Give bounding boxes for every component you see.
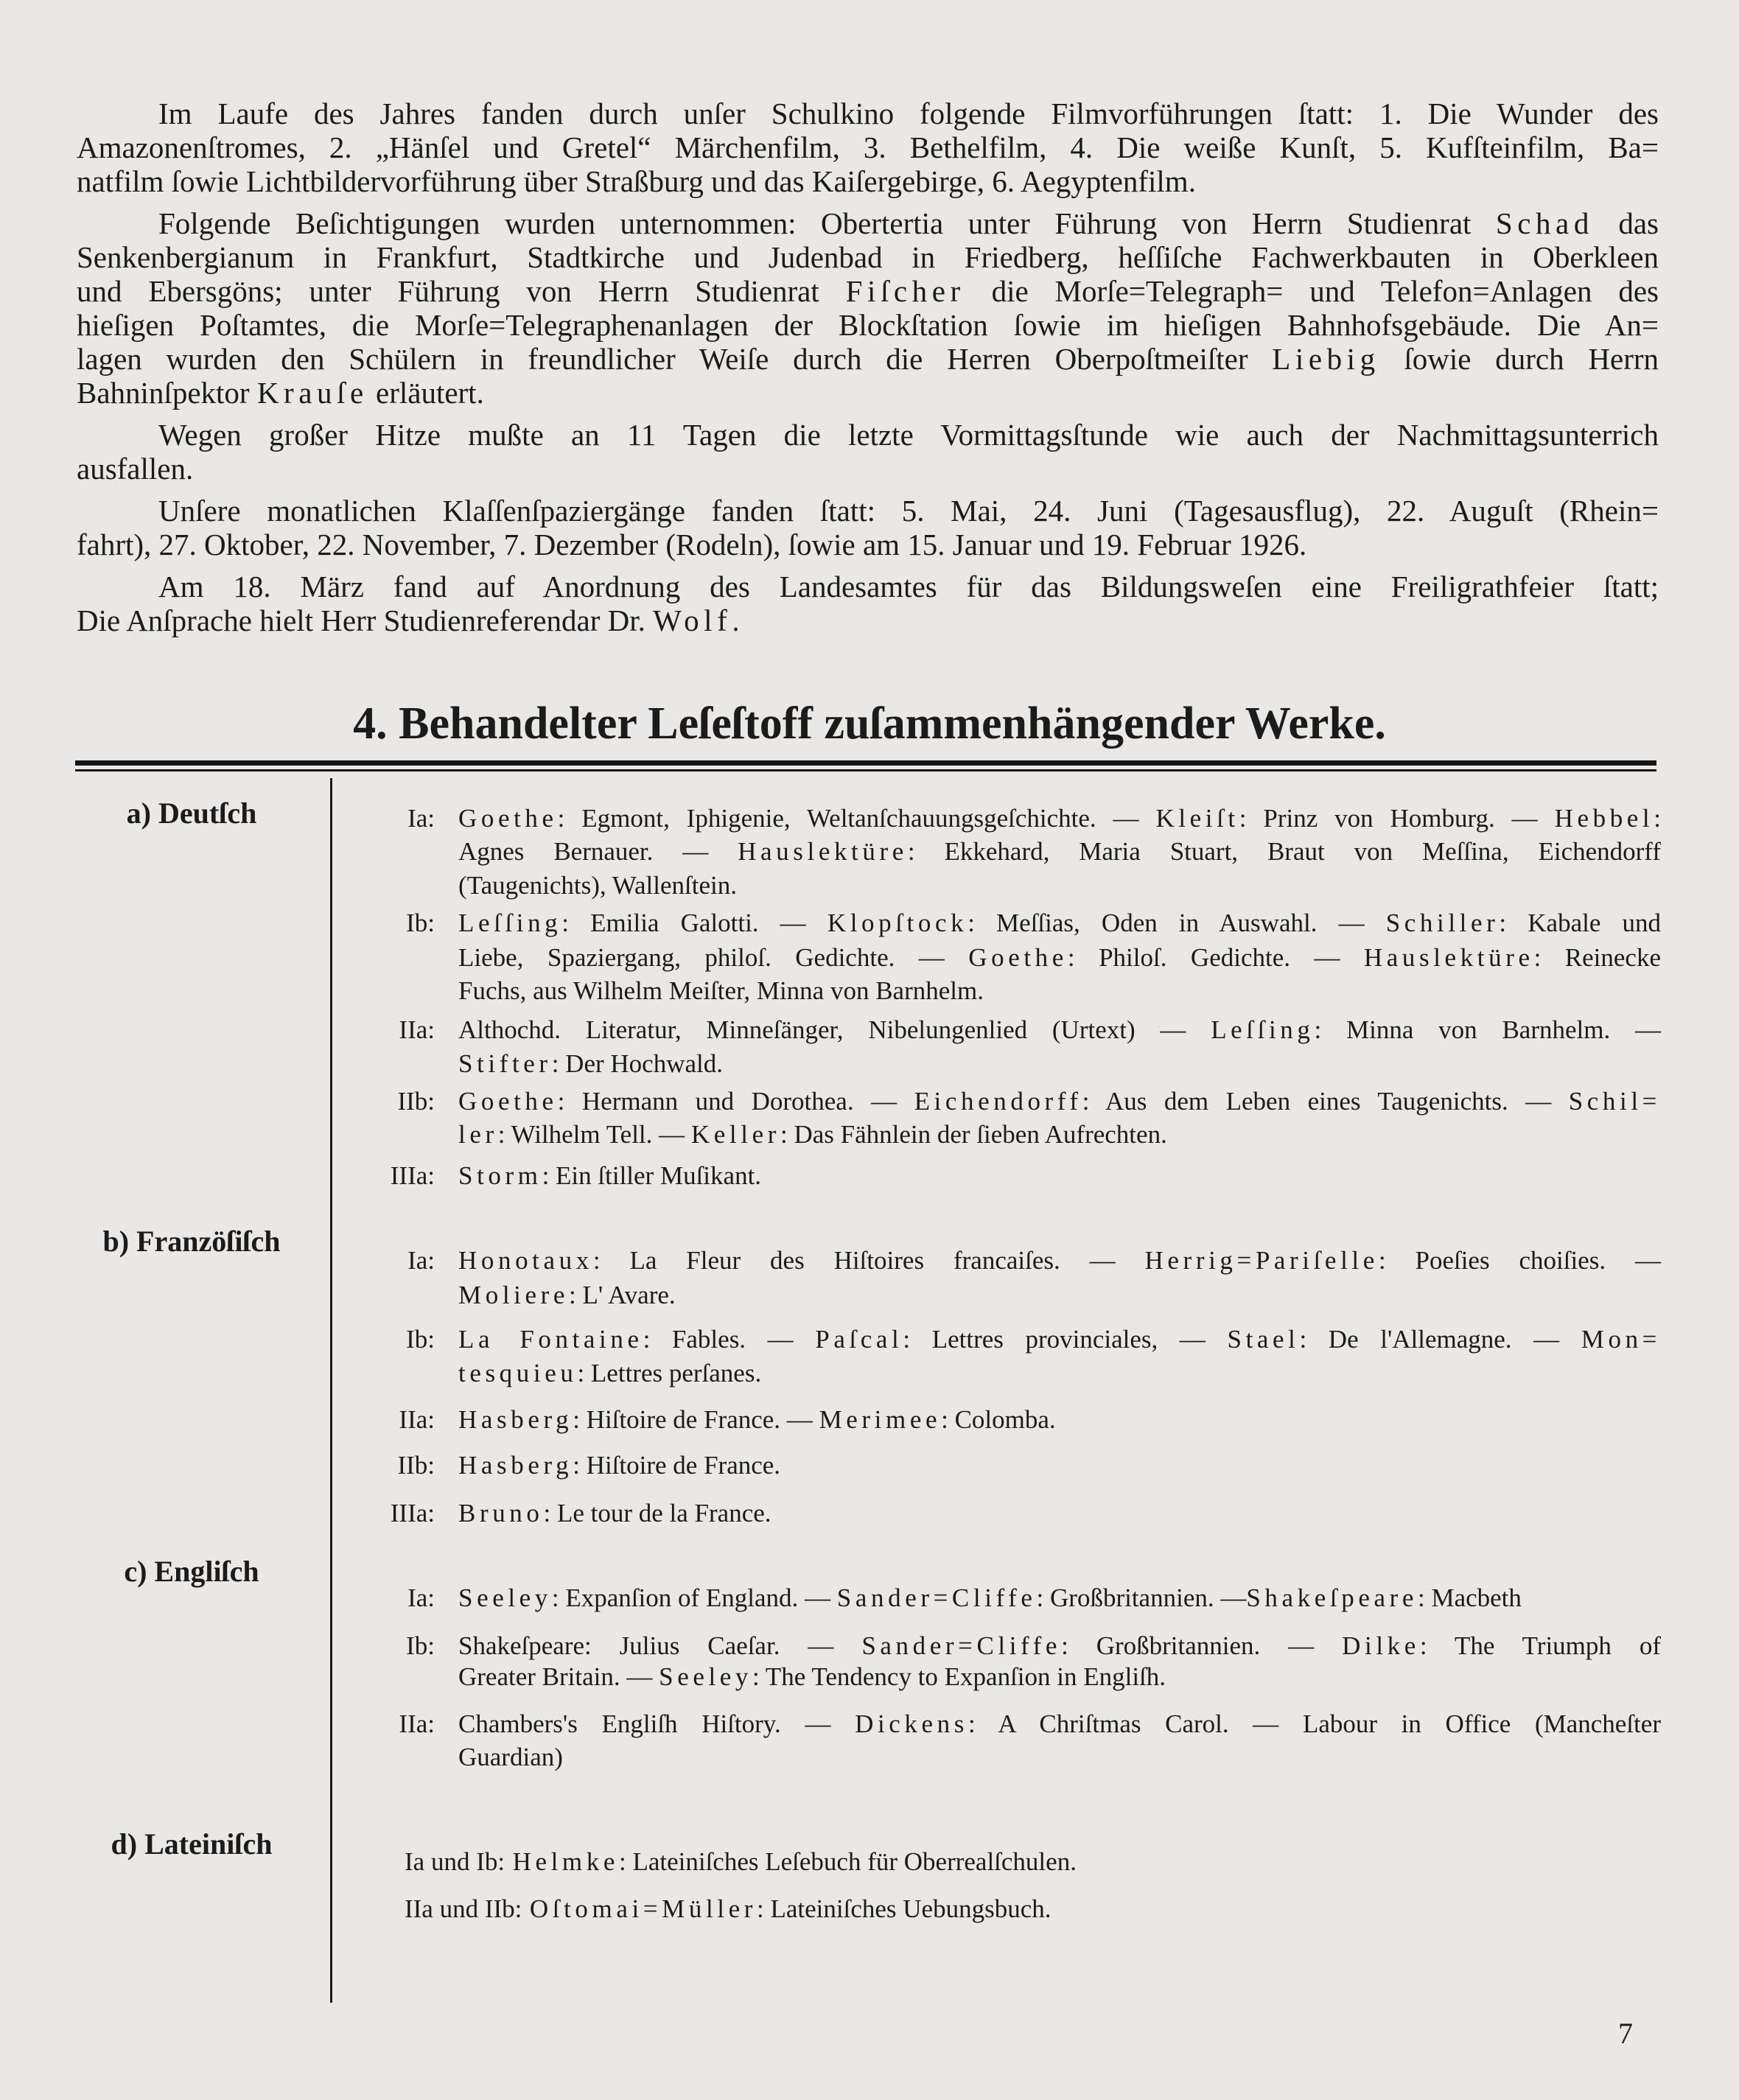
paragraph — [77, 494, 1659, 561]
spaced-name: Oſtomai=Müller — [529, 1894, 757, 1923]
text-run: : Wilhelm Tell. — — [497, 1120, 691, 1149]
grade-label: IIa: — [399, 1405, 435, 1434]
spaced-name: Shakeſpeare — [1246, 1583, 1418, 1612]
text-run: : Der Hochwald. — [551, 1049, 723, 1078]
text-run: das — [1593, 206, 1659, 240]
section-heading: 4. Behandelter Leſeſtoff zuſammenhängender Werke. — [353, 699, 1386, 749]
text-run: : Reinecke — [1533, 943, 1661, 972]
text-run: : Das Fähnlein der ſieben Aufrechten. — [780, 1120, 1167, 1149]
text-line — [458, 1661, 1661, 1693]
text-line — [458, 869, 1661, 902]
text-run: : Ein ſtiller Muſikant. — [542, 1161, 762, 1190]
text-line — [458, 1160, 1661, 1192]
text-line — [458, 1708, 1661, 1740]
text-run: Fuchs, aus Wilhelm Meiſter, Minna von Barnhelm. — [458, 976, 984, 1005]
text-line — [458, 1357, 1661, 1390]
text-run: : Lettres provinciales, — — [903, 1325, 1228, 1354]
text-run: : Lateiniſches Leſebuch für Oberrealſchulen. — [618, 1847, 1077, 1876]
spaced-name: Hauslektüre — [1363, 943, 1534, 972]
text-line — [77, 206, 1659, 240]
subject-label: d) Lateiniſch — [111, 1827, 273, 1861]
text-run: : Ekkehard, Maria Stuart, Braut von Meſſina, Eichendorff — [907, 837, 1661, 866]
text-run: Unſere monatlichen Klaſſenſpaziergänge fanden ſtatt: 5. Mai, 24. Juni (Tagesausflug), 22. Auguſt (Rhein= — [158, 494, 1659, 528]
page-number: 7 — [1618, 2017, 1633, 2050]
text-run: Amazonenſtromes, 2. „Hänſel und Gretel“ Märchenfilm, 3. Bethelfilm, 4. Die weiße Kunſt, 5. Kufſteinfilm, Ba= — [77, 130, 1659, 164]
text-run: : Hiſtoire de France. — [573, 1451, 781, 1480]
grade-label: Ib: — [406, 909, 435, 937]
text-line — [458, 907, 1661, 939]
grade-label: Ia und Ib: — [405, 1847, 505, 1876]
text-run: Chambers's Engliſh Hiſtory. — — [458, 1709, 855, 1738]
spaced-name: Hasberg — [458, 1405, 573, 1434]
grade-label: IIa: — [399, 1709, 435, 1738]
spaced-name: Klopſtock — [827, 909, 968, 937]
text-line — [77, 528, 1659, 561]
spaced-name: Keller — [690, 1120, 780, 1149]
spaced-name: Krauſe — [256, 376, 368, 410]
spaced-name: Goethe — [458, 804, 558, 833]
text-line — [77, 570, 1659, 603]
grade-label: Ia: — [407, 1246, 435, 1275]
text-run: Im Laufe des Jahres fanden durch unſer Schulkino folgende Filmvorführungen ſtatt: 1. Die Wunder des — [158, 97, 1659, 130]
text-run: Bahninſpektor — [77, 376, 257, 410]
spaced-name: Schad — [1495, 206, 1594, 240]
spaced-name: Sander=Cliffe — [836, 1583, 1037, 1612]
text-run: : Colomba. — [941, 1405, 1056, 1434]
text-line — [77, 418, 1659, 452]
text-run: : La Fleur des Hiſtoires francaiſes. — — [592, 1246, 1145, 1275]
text-run: : Aus dem Leben eines Taugenichts. — — [1082, 1087, 1569, 1116]
text-run: : Egmont, Iphigenie, Weltanſchauungsgeſchichte. — — [557, 804, 1156, 833]
spaced-name: Kleiſt — [1155, 804, 1239, 833]
text-run: : De l'Allemagne. — — [1299, 1325, 1581, 1354]
spaced-name: Hasberg — [458, 1451, 573, 1480]
text-run: : The Triumph of — [1419, 1631, 1661, 1660]
spaced-name: Schiller — [1385, 909, 1500, 937]
grade-label: IIa: — [399, 1015, 435, 1044]
text-run: : Großbritannien. — — [1036, 1583, 1247, 1612]
text-run: : Lettres perſanes. — [577, 1359, 762, 1387]
spaced-name: Herrig=Pariſelle — [1144, 1246, 1379, 1275]
text-line — [458, 975, 1661, 1007]
spaced-name: Stael — [1227, 1325, 1300, 1354]
text-line — [458, 802, 1661, 835]
text-line — [458, 836, 1661, 868]
text-run: Die Anſprache hielt Herr Studienreferendar Dr. — [77, 603, 654, 637]
spaced-name: Fiſcher — [845, 274, 965, 308]
text-run: hieſigen Poſtamtes, die Morſe=Telegraphenanlagen der Blockſtation ſowie im hieſigen Bahnhofsgebäude. Die An= — [77, 308, 1659, 342]
spaced-name: Liebig — [1272, 342, 1380, 376]
text-run: : L' Avare. — [569, 1281, 676, 1309]
text-line — [458, 1741, 1661, 1774]
spaced-name: Hauslektüre — [738, 837, 908, 866]
spaced-name: Wolf — [653, 603, 732, 637]
spaced-name: Storm — [458, 1161, 542, 1190]
text-line — [77, 274, 1659, 308]
text-run: Shakeſpeare: Julius Caeſar. — — [458, 1631, 862, 1660]
text-line — [77, 342, 1659, 376]
text-line — [77, 308, 1659, 342]
text-line — [458, 1014, 1661, 1046]
text-line — [405, 1893, 1661, 1925]
spaced-name: Sander=Cliffe — [861, 1631, 1062, 1660]
spaced-name: ler — [458, 1120, 498, 1149]
spaced-name: Mon= — [1581, 1325, 1662, 1354]
text-line — [458, 942, 1661, 974]
text-run: : Hiſtoire de France. — — [573, 1405, 819, 1434]
text-line — [77, 240, 1659, 274]
text-run: Althochd. Literatur, Minneſänger, Nibelungenlied (Urtext) — — [458, 1015, 1211, 1044]
text-line — [458, 1630, 1661, 1662]
text-line — [77, 376, 1659, 410]
text-run: : Expanſion of England. — — [551, 1583, 837, 1612]
text-run: : Poeſies choiſies. — — [1378, 1246, 1661, 1275]
paragraph — [77, 418, 1659, 486]
text-run: : Kabale und — [1499, 909, 1661, 937]
text-run: : The Tendency to Expanſion in Engliſh. — [752, 1662, 1166, 1691]
text-line — [458, 1497, 1661, 1530]
text-line — [77, 494, 1659, 528]
grade-label: IIa und IIb: — [405, 1894, 522, 1923]
text-line — [77, 164, 1659, 198]
text-line — [458, 1085, 1661, 1118]
text-line — [458, 1119, 1661, 1151]
rule-thick — [75, 760, 1656, 766]
text-run: : Lateiniſches Uebungsbuch. — [757, 1894, 1052, 1923]
text-line — [458, 1279, 1661, 1312]
spaced-name: Eichendorff — [914, 1087, 1082, 1116]
spaced-name: La Fontaine — [458, 1325, 643, 1354]
paragraph — [77, 570, 1659, 637]
text-run: : Emilia Galotti. — — [561, 909, 827, 937]
text-line — [77, 130, 1659, 164]
text-run: . — [732, 603, 740, 637]
grade-label: Ia: — [407, 1583, 435, 1612]
text-line — [405, 1846, 1661, 1878]
report-body — [77, 97, 1659, 637]
subject-label: c) Engliſch — [124, 1555, 259, 1588]
spaced-name: Leſſing — [1211, 1015, 1315, 1044]
paragraph — [77, 97, 1659, 198]
text-run: : Le tour de la France. — [543, 1499, 771, 1527]
text-run: ſowie durch Herrn — [1379, 342, 1659, 376]
paragraph — [77, 206, 1659, 410]
text-run: : Prinz von Homburg. — — [1239, 804, 1555, 833]
text-run: Am 18. März fand auf Anordnung des Landesamtes für das Bildungsweſen eine Freiligrathfeier ſtatt; — [158, 570, 1659, 603]
text-line — [458, 1404, 1661, 1436]
text-run: und Ebersgöns; unter Führung von Herrn Studienrat — [77, 274, 846, 308]
text-run: : A Chriſtmas Carol. — Labour in Office (Mancheſter — [968, 1709, 1661, 1738]
text-run: natfilm ſowie Lichtbildervorführung über Straßburg und das Kaiſergebirge, 6. Aegyptenfilm. — [77, 164, 1196, 198]
spaced-name: Bruno — [458, 1499, 544, 1527]
text-run: : Fables. — — [643, 1325, 816, 1354]
spaced-name: tesquieu — [458, 1359, 578, 1387]
text-line — [458, 1048, 1661, 1080]
text-line — [458, 1582, 1661, 1614]
grade-label: IIb: — [397, 1087, 435, 1116]
spaced-name: Hebbel — [1554, 804, 1654, 833]
grade-label: Ib: — [406, 1325, 435, 1354]
text-run: Liebe, Spaziergang, philoſ. Gedichte. — — [458, 943, 969, 972]
text-line — [77, 603, 1659, 637]
subject-label: a) Deutſch — [126, 797, 257, 830]
text-run: : — [1654, 804, 1661, 833]
spaced-name: Dilke — [1342, 1631, 1420, 1660]
text-run: die Morſe=Telegraph= und Telefon=Anlagen des — [965, 274, 1659, 308]
text-run: : Hermann und Dorothea. — — [557, 1087, 914, 1116]
text-run: Senkenbergianum in Frankfurt, Stadtkirche und Judenbad in Friedberg, heſſiſche Fachwerkbauten in Oberkleen — [77, 240, 1659, 274]
grade-label: IIIa: — [390, 1499, 435, 1527]
text-run: : Minna von Barnhelm. — — [1314, 1015, 1661, 1044]
spaced-name: Honotaux — [458, 1246, 593, 1275]
spaced-name: Stifter — [458, 1049, 552, 1078]
spaced-name: Leſſing — [458, 909, 562, 937]
text-line — [458, 1323, 1661, 1356]
spaced-name: Helmke — [512, 1847, 619, 1876]
spaced-name: Seeley — [458, 1583, 552, 1612]
text-run: fahrt), 27. Oktober, 22. November, 7. Dezember (Rodeln), ſowie am 15. Januar und 19. Februar 1926. — [77, 528, 1307, 561]
spaced-name: Dickens — [855, 1709, 968, 1738]
text-run: Agnes Bernauer. — — [458, 837, 738, 866]
grade-label: IIb: — [397, 1451, 435, 1480]
grade-label: IIIa: — [390, 1161, 435, 1190]
grade-label: Ia: — [407, 804, 435, 833]
text-run: ausfallen. — [77, 452, 194, 486]
spaced-name: Merimee — [819, 1405, 942, 1434]
text-run: Folgende Beſichtigungen wurden unternommen: Obertertia unter Führung von Herrn Studienrat — [158, 206, 1496, 240]
rule-thin — [75, 769, 1656, 771]
grade-label: Ib: — [406, 1631, 435, 1660]
text-run: Guardian) — [458, 1743, 563, 1771]
spaced-name: Paſcal — [815, 1325, 903, 1354]
text-run: : Philoſ. Gedichte. — — [1067, 943, 1364, 972]
spaced-name: Moliere — [458, 1281, 569, 1309]
spaced-name: Schil= — [1568, 1087, 1661, 1116]
text-run: : Macbeth — [1417, 1583, 1522, 1612]
text-run: (Taugenichts), Wallenſtein. — [458, 871, 737, 900]
spaced-name: Goethe — [968, 943, 1068, 972]
spaced-name: Goethe — [458, 1087, 558, 1116]
text-line — [77, 452, 1659, 486]
text-run: erläutert. — [368, 376, 484, 410]
text-line — [458, 1245, 1661, 1277]
text-run: lagen wurden den Schülern in freundlicher Weiſe durch die Herren Oberpoſtmeiſter — [77, 342, 1273, 376]
text-run: Wegen großer Hitze mußte an 11 Tagen die letzte Vormittagsſtunde wie auch der Nachmittagsunterrich — [158, 418, 1659, 452]
text-run: : Großbritannien. — — [1061, 1631, 1343, 1660]
column-divider — [330, 778, 332, 2003]
subject-label: b) Franzöſiſch — [102, 1225, 281, 1258]
spaced-name: Seeley — [659, 1662, 753, 1691]
text-line — [77, 97, 1659, 130]
text-run: Greater Britain. — — [458, 1662, 659, 1691]
text-run: : Meſſias, Oden in Auswahl. — — [968, 909, 1386, 937]
text-line — [458, 1449, 1661, 1482]
